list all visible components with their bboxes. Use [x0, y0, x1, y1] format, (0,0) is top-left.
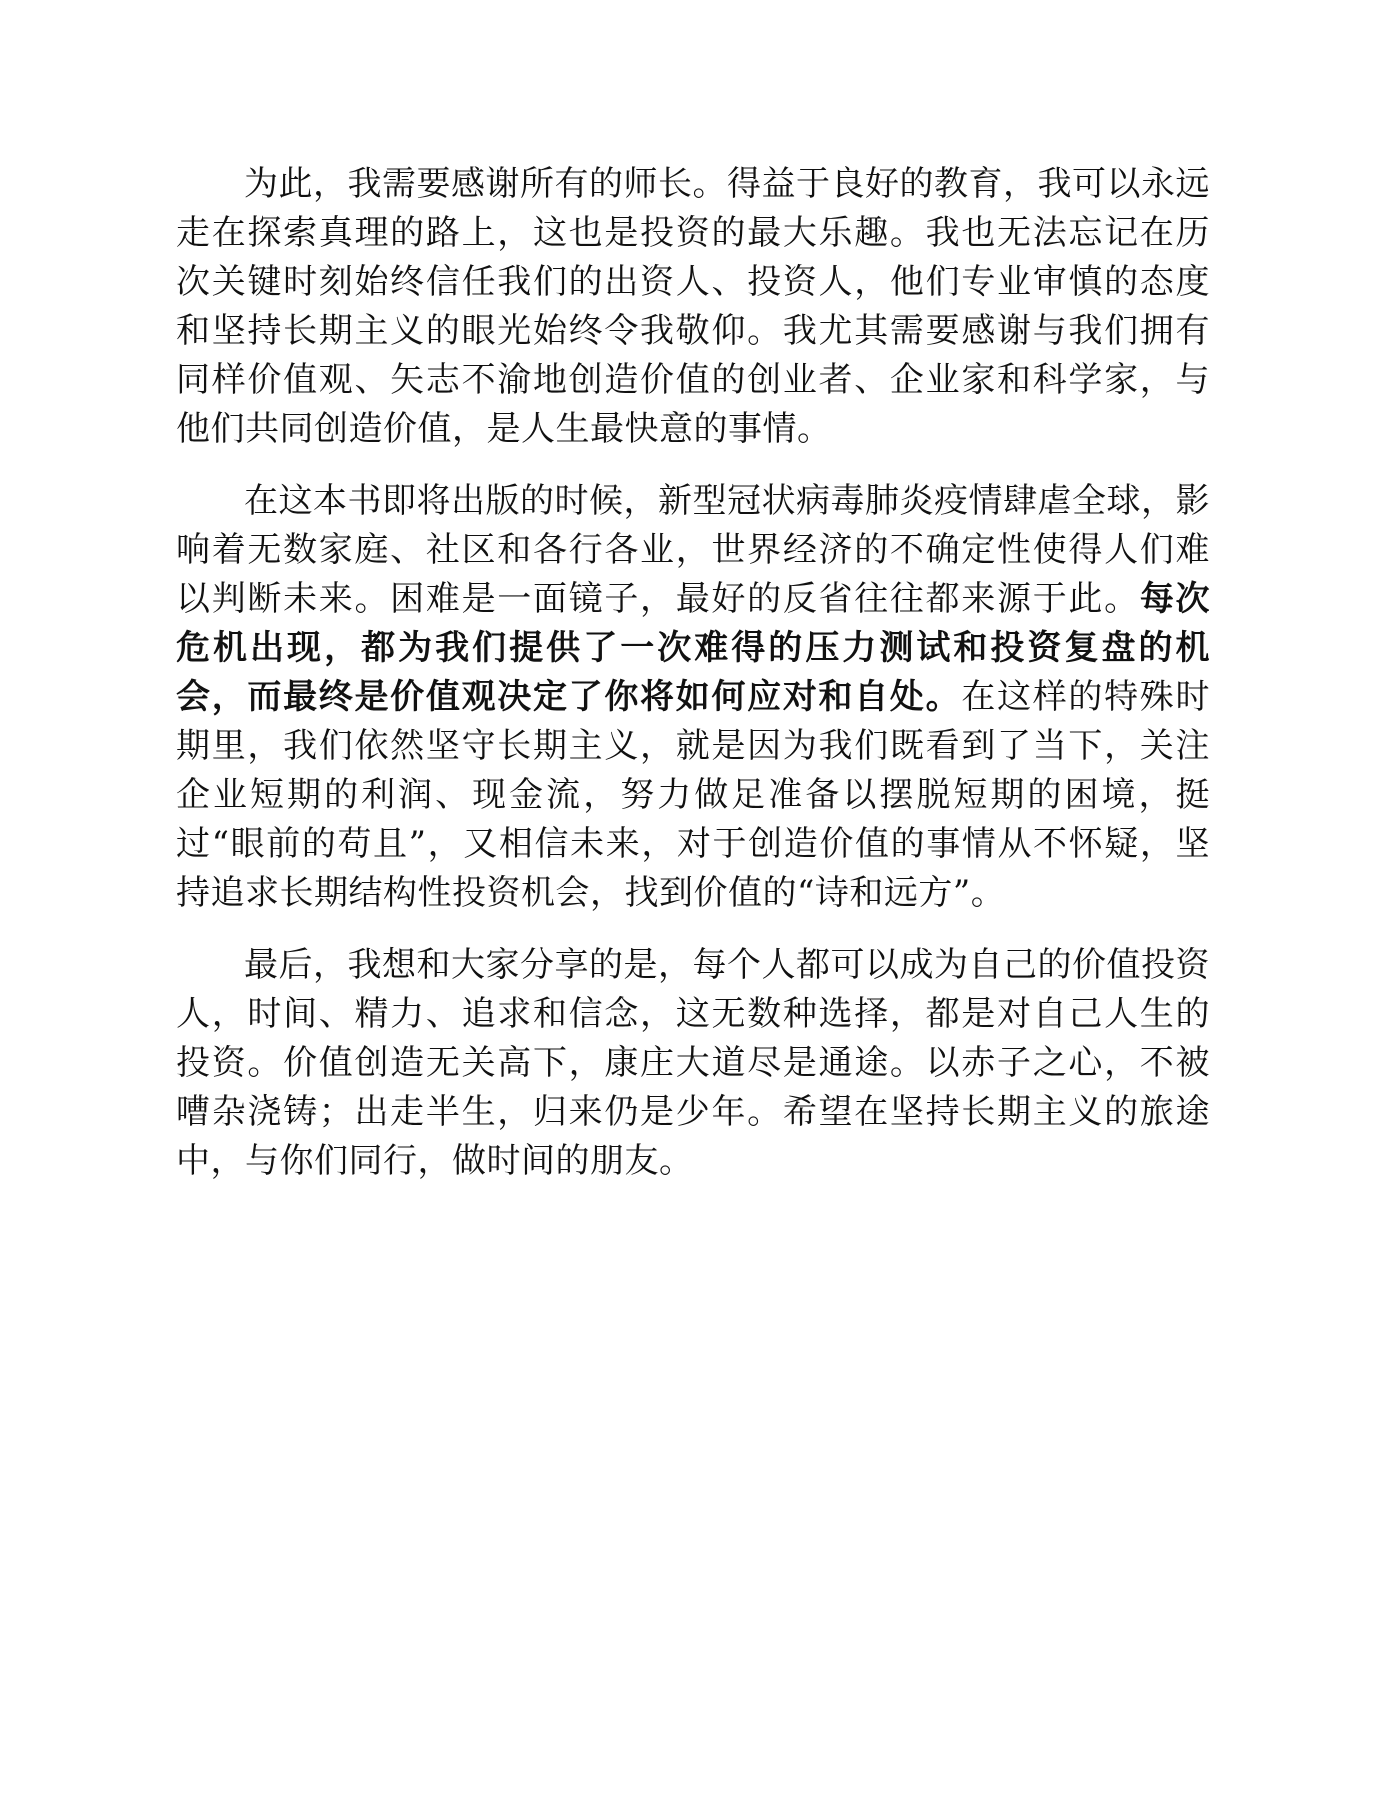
paragraph-gratitude: 为此，我需要感谢所有的师长。得益于良好的教育，我可以永远走在探索真理的路上，这也是投资的最大乐趣。我也无法忘记在历次关键时刻始终信任我们的出资人、投资人，他们专业审慎的态度和坚持长期主义的眼光始终令我敬仰。我尤其需要感谢与我们拥有同样价值观、矢志不渝地创造价值的创业者、企业家和科学家，与他们共同创造价值，是人生最快意的事情。	[176, 164, 1210, 449]
paragraph-crisis-intro: 在这本书即将出版的时候，新型冠状病毒肺炎疫情肆虐全球，影响着无数家庭、社区和各行各业，世界经济的不确定性使得人们难以判断未来。困难是一面镜子，最好的反省往往都来源于此。	[176, 481, 1210, 619]
paragraph-crisis-emphasis: 每次危机出现，都为我们提供了一次难得的压力测试和投资复盘的机会，而最终是价值观决定了你将如何应对和自处。	[176, 579, 1211, 717]
body-text	[176, 160, 1210, 1209]
paragraph-closing: 最后，我想和大家分享的是，每个人都可以成为自己的价值投资人，时间、精力、追求和信念，这无数种选择，都是对自己人生的投资。价值创造无关高下，康庄大道尽是通途。以赤子之心，不被嘈杂浇铸；出走半生，归来仍是少年。希望在坚持长期主义的旅途中，与你们同行，做时间的朋友。	[176, 945, 1210, 1181]
paragraph-crisis-conclusion: 在这样的特殊时期里，我们依然坚守长期主义，就是因为我们既看到了当下，关注企业短期的利润、现金流，努力做足准备以摆脱短期的困境，挺过“眼前的苟且”，又相信未来，对于创造价值的事情从不怀疑，坚持追求长期结构性投资机会，找到价值的“诗和远方”。	[176, 677, 1211, 913]
paragraph-crisis	[176, 477, 1210, 918]
